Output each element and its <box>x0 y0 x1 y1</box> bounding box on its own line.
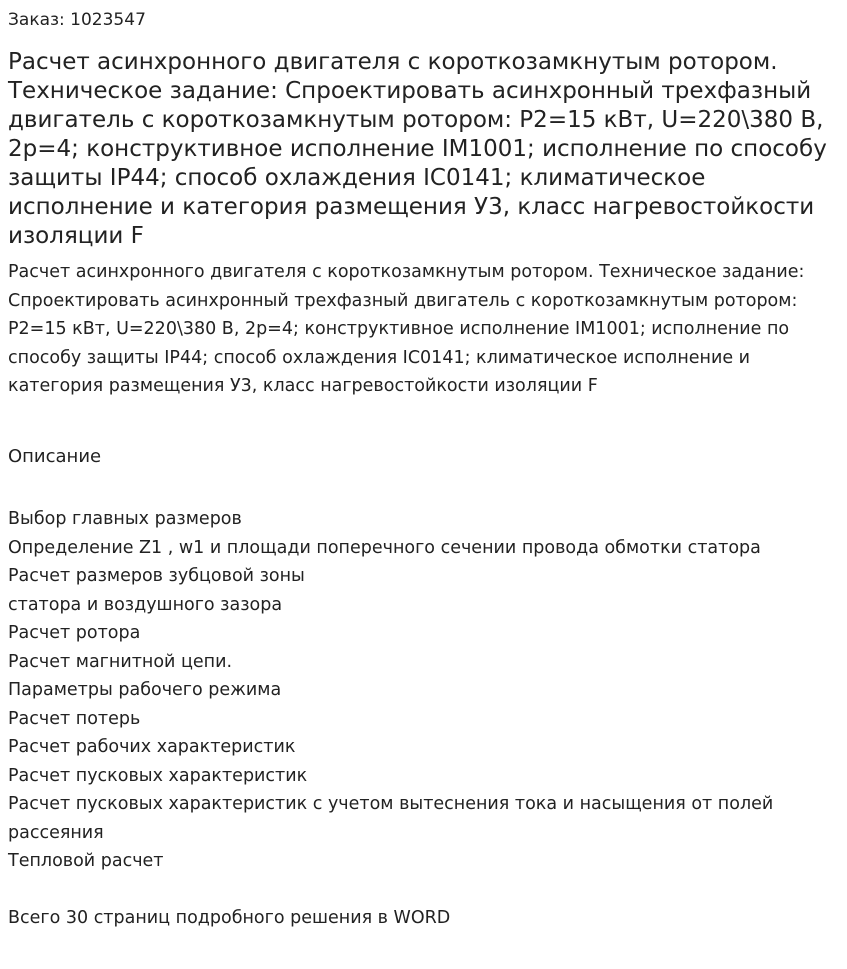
list-item: статора и воздушного зазора <box>8 594 283 615</box>
list-item: Расчет ротора <box>8 623 141 643</box>
list-item: Параметры рабочего режима <box>8 680 282 700</box>
list-item: Расчет размеров зубцовой зоны <box>8 566 305 586</box>
order-number: Заказ: 1023547 <box>8 10 146 30</box>
list-item: Расчет потерь <box>8 708 141 729</box>
list-item: Тепловой расчет <box>8 851 164 871</box>
list-item: Расчет пусковых характеристик с учетом вытеснения тока и насыщения от полей рассеяния <box>8 794 774 843</box>
page-title: Расчет асинхронного двигателя с короткозамкнутым ротором. Техническое задание: Спроектировать асинхронный трехфазный двигатель с короткозамкнутым ротором: P2=15 кВт, U=220\380 В, 2р=4; конструктивное исполнение IM1001; исполнение по способу защиты IP44; способ охлаждения IC0141; климатическое исполнение и категория размещения У3, класс нагревостойкости изоляции F <box>8 49 827 249</box>
page-count-note: Всего 30 страниц подробного решения в WORD <box>8 908 451 928</box>
list-item: Выбор главных размеров <box>8 509 242 529</box>
list-item: Расчет пусковых характеристик <box>8 765 308 786</box>
summary-text: Расчет асинхронного двигателя с короткозамкнутым ротором. Техническое задание: Спроектировать асинхронный трехфазный двигатель с короткозамкнутым ротором: P2=15 кВт, U=220\380 В, 2р=4; конструктивное исполнение IM1001; исполнение по способу защиты IP44; способ охлаждения IC0141; климатическое исполнение и категория размещения У3, класс нагревостойкости изоляции F <box>8 262 805 397</box>
list-item: Расчет магнитной цепи. <box>8 651 233 672</box>
list-item: Определение Z1 , w1 и площади поперечного сечении провода обмотки статора <box>8 537 761 558</box>
description-heading: Описание <box>8 446 102 467</box>
contents-list <box>8 505 844 876</box>
list-item: Расчет рабочих характеристик <box>8 737 296 757</box>
